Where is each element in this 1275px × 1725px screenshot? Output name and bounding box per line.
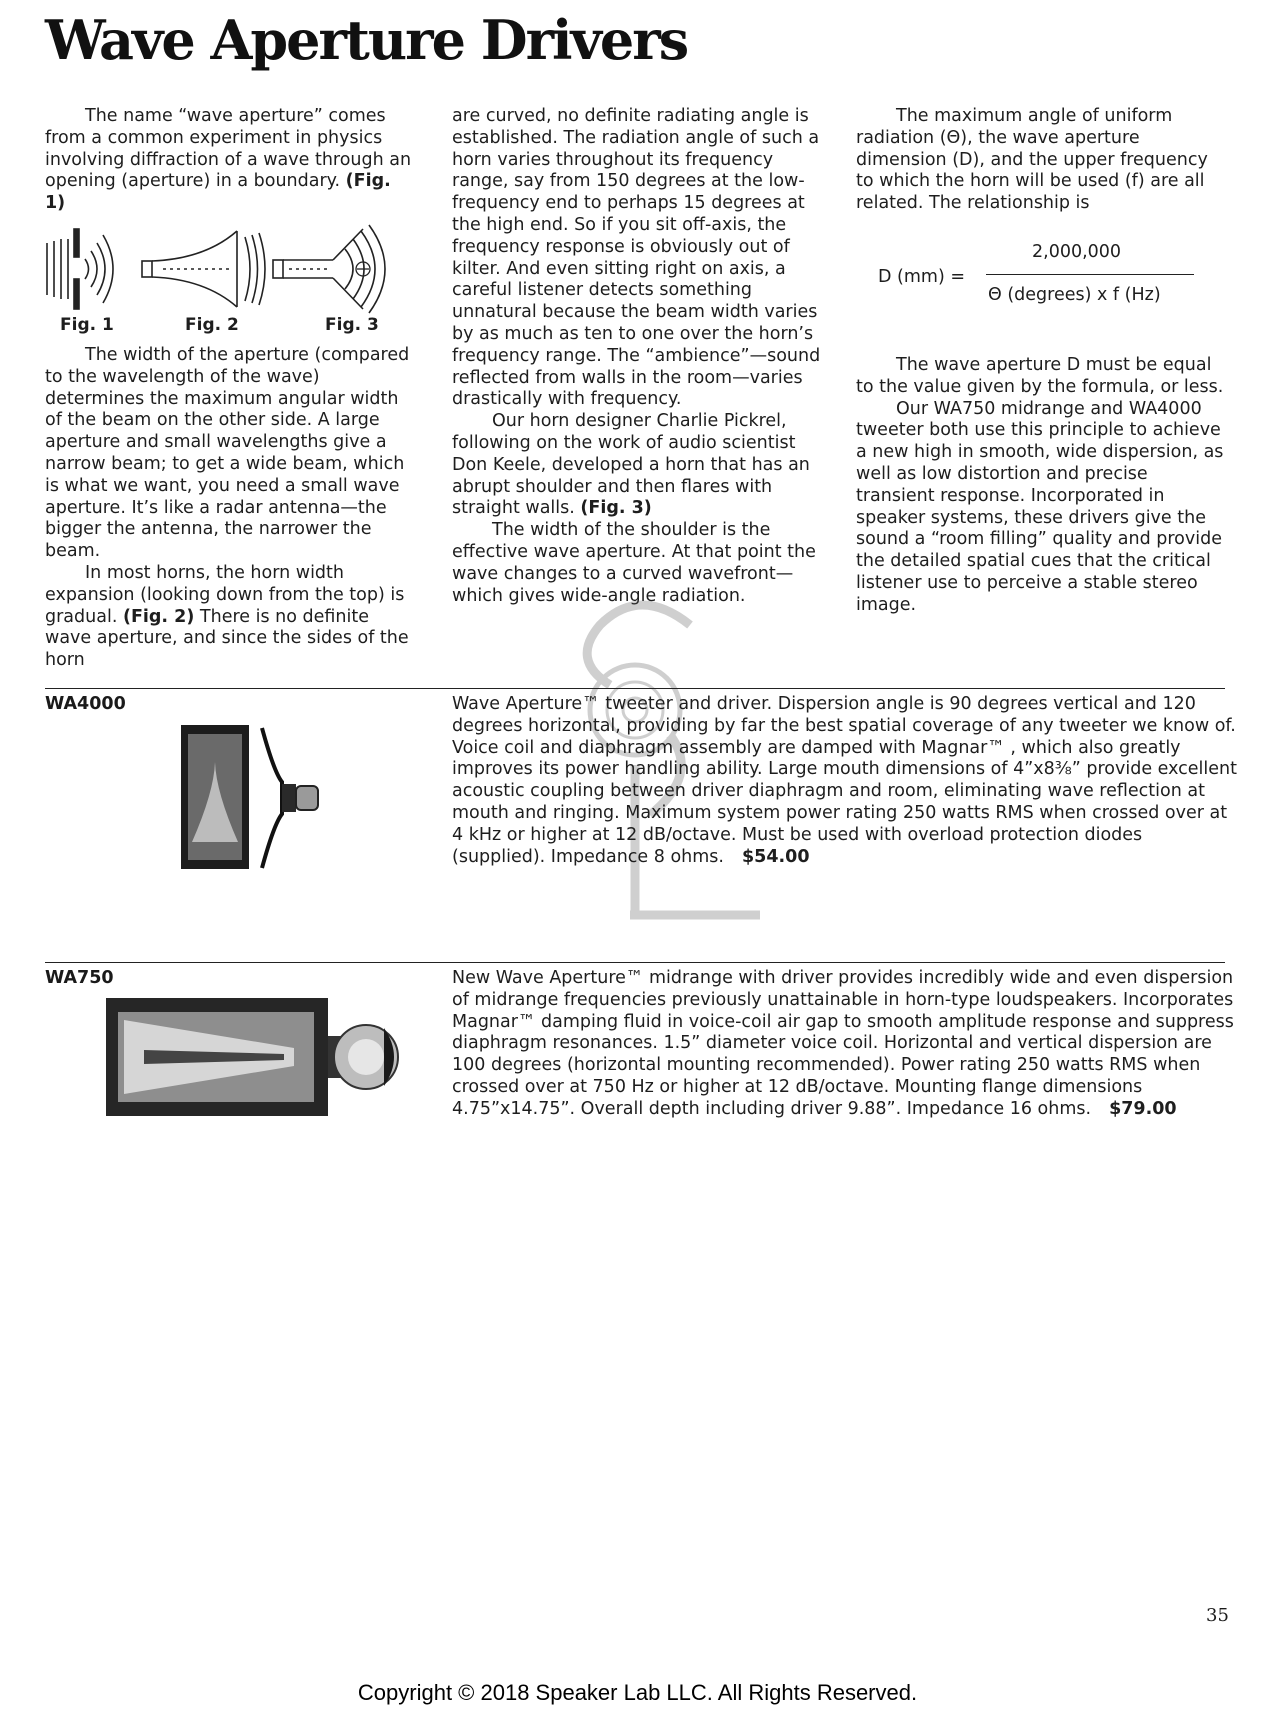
fig3-label: Fig. 3 — [325, 314, 379, 335]
fig3-drawing — [273, 225, 385, 313]
page-number: 35 — [1206, 1605, 1229, 1626]
price-wa4000: $54.00 — [742, 846, 810, 867]
column-3 — [856, 106, 1226, 617]
price-wa750: $79.00 — [1109, 1098, 1177, 1119]
product-description-wa4000: Wave Aperture™ tweeter and driver. Dispersion angle is 90 degrees vertical and 120 degrees horizontal, providing by far the best spatial coverage of any tweeter we know of. Voice coil and diaphragm assembly are damped with Magnar™ , which also greatly improves its power handling ability. Large mouth dimensions of 4”x8⅜” provide excellent acoustic coupling between driver diaphragm and room, eliminating wave reflection at mouth and ringing. Maximum system power rating 250 watts RMS when crossed over at 4 kHz or higher at 12 dB/octave. Must be used with overload protection diodes (supplied). Impedance 8 ohms. $54.00 — [452, 694, 1237, 867]
figure-diagrams — [45, 223, 415, 341]
col3-paragraph-1: The maximum angle of uniform radiation (Θ), the wave aperture dimension (D), and the upper frequency to which the horn will be used (f) are all related. The relationship is — [856, 106, 1208, 214]
fig2-drawing — [142, 231, 265, 307]
column-2 — [452, 106, 822, 607]
col2-paragraph-2: Our horn designer Charlie Pickrel, following on the work of audio scientist Don Keele, developed a horn that has an abrupt shoulder and then flares with straight walls. (Fig. 3) — [452, 411, 810, 519]
fig2-reference: (Fig. 2) — [122, 606, 195, 627]
product-description-wa750: New Wave Aperture™ midrange with driver provides incredibly wide and even dispersion of midrange frequencies previously unattainable in horn-type loudspeakers. Incorporates Magnar™ damping fluid in voice-coil air gap to smooth amplitude response and suppress diaphragm resonances. 1.5” diameter voice coil. Horizontal and vertical dispersion are 100 degrees (horizontal mounting recommended). Power rating 250 watts RMS when crossed over at 750 Hz or higher at 12 dB/octave. Mounting flange dimensions 4.75”x14.75”. Overall depth including driver 9.88”. Impedance 16 ohms. $79.00 — [452, 968, 1234, 1119]
formula-denominator: Θ (degrees) x f (Hz) — [988, 284, 1161, 305]
column-1 — [45, 106, 415, 672]
fig2-label: Fig. 2 — [185, 314, 239, 335]
formula-lhs: D (mm) = — [878, 266, 966, 287]
copyright-notice: Copyright © 2018 Speaker Lab LLC. All Rights Reserved. — [357, 1680, 918, 1705]
fig3-reference: (Fig. 3) — [580, 498, 652, 519]
fig1-label: Fig. 1 — [60, 314, 114, 335]
diffraction-figures — [45, 223, 415, 315]
fig1-reference: (Fig. 1) — [45, 171, 391, 214]
section-divider-wa4000 — [45, 688, 1225, 689]
col2-paragraph-3: The width of the shoulder is the effective wave aperture. At that point the wave changes to a curved wavefront—which gives wide-angle radiation. — [452, 520, 816, 606]
col3-paragraph-3: Our WA750 midrange and WA4000 tweeter both use this principle to achieve a new high in smooth, wide dispersion, as well as low distortion and precise transient response. Incorporated in speaker systems, these drivers give the sound a “room filling” quality and provide the detailed spatial cues that the critical listener use to perceive a stable stereo image. — [856, 398, 1224, 615]
wa4000-tweeter-photo — [178, 722, 328, 874]
fig1-drawing — [47, 229, 113, 309]
col1-paragraph-3: In most horns, the horn width expansion (looking down from the top) is gradual. (Fig. 2) There is no definite wave aperture, and since the sides of the horn — [45, 562, 409, 671]
product-model-wa4000: WA4000 — [45, 694, 126, 714]
product-model-wa750: WA750 — [45, 968, 114, 988]
page-title: Wave Aperture Drivers — [45, 8, 688, 72]
col1-paragraph-1: The name “wave aperture” comes from a common experiment in physics involving diffraction of a wave through an opening (aperture) in a boundary. (Fig. 1) — [45, 106, 412, 214]
col3-paragraph-2: The wave aperture D must be equal to the value given by the formula, or less. — [856, 354, 1224, 397]
aperture-formula — [856, 237, 1226, 337]
section-divider-wa750 — [45, 962, 1225, 963]
wa750-midrange-photo — [104, 990, 404, 1128]
col1-paragraph-2: The width of the aperture (compared to the wavelength of the wave) determines the maximum angular width of the beam on the other side. A large aperture and small wavelengths give a narrow beam; to get a wide beam, which is what we want, you need a small wave aperture. It’s like a radar antenna—the bigger the antenna, the narrower the beam. — [45, 344, 410, 562]
col2-paragraph-1: are curved, no definite radiating angle is established. The radiation angle of such a horn varies throughout its frequency range, say from 150 degrees at the low-frequency end to perhaps 15 degrees at the high end. So if you sit off-axis, the frequency response is obviously out of kilter. And even sitting right on axis, a careful listener detects something unnatural because the beam width varies by as much as ten to one over the horn’s frequency range. The “ambience”—sound reflected from walls in the room—varies drastically with frequency. — [452, 106, 821, 410]
formula-fraction-bar — [986, 274, 1194, 275]
formula-numerator: 2,000,000 — [1032, 241, 1122, 262]
